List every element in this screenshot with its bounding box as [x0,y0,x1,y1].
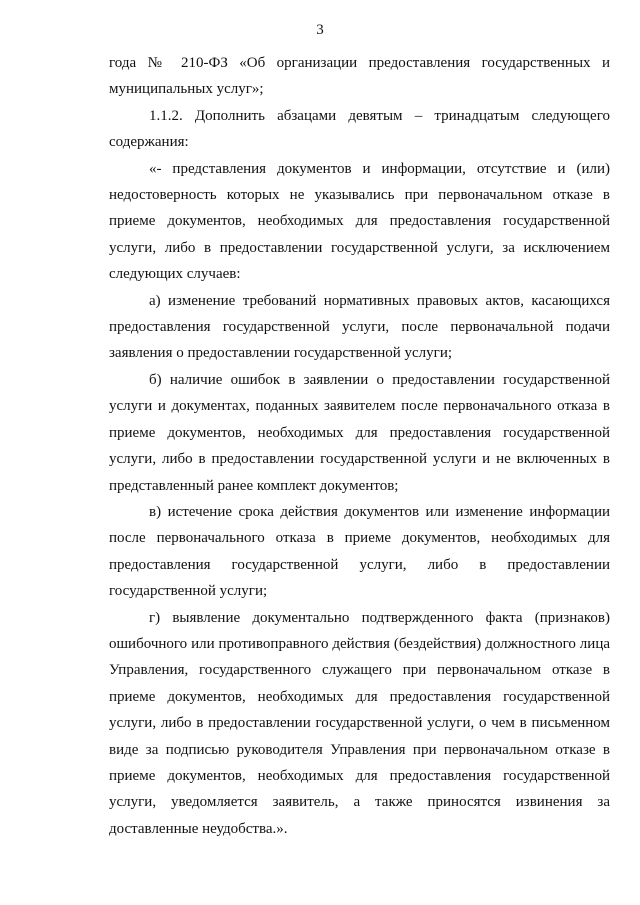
paragraph-item-v: в) истечение срока действия документов или изменение информации после первоначального отказа в приеме документов, необходимых для предоставления государственной услуги, либо в предоставлении государственной услуги; [109,503,610,600]
document-body [109,50,610,842]
paragraph-item-b: б) наличие ошибок в заявлении о предоставлении государственной услуги и документах, поданных заявителем после первоначального отказа в приеме документов, необходимых для предоставления государственной услуги, либо в предоставлении государственной услуги и не включенных в представленный ранее комплект документов; [109,371,610,494]
paragraph-item-g: г) выявление документально подтвержденного факта (признаков) ошибочного или противоправного действия (бездействия) должностного лица Управления, государственного служащего при первоначальном отказе в приеме документов, необходимых для предоставления государственной услуги, либо в предоставлении государственной услуги, о чем в письменном виде за подписью руководителя Управления при первоначальном отказе в приеме документов, необходимых для предоставления государственной услуги, уведомляется заявитель, а также приносятся извинения за доставленные неудобства.». [109,609,610,837]
paragraph-continuation: года № 210-ФЗ «Об организации предоставления государственных и муниципальных услуг»; [109,55,610,98]
page-number: 3 [316,22,324,38]
paragraph-item-a: а) изменение требований нормативных правовых актов, касающихся предоставления государственной услуги, после первоначальной подачи заявления о предоставлении государственной услуги; [109,292,610,362]
paragraph-quoted-intro: «- представления документов и информации, отсутствие и (или) недостоверность которых не указывались при первоначальном отказе в приеме документов, необходимых для предоставления государственной услуги, либо в предоставлении государственной услуги, за исключением следующих случаев: [109,160,610,283]
paragraph-amendment-1-1-2: 1.1.2. Дополнить абзацами девятым – тринадцатым следующего содержания: [109,107,610,151]
